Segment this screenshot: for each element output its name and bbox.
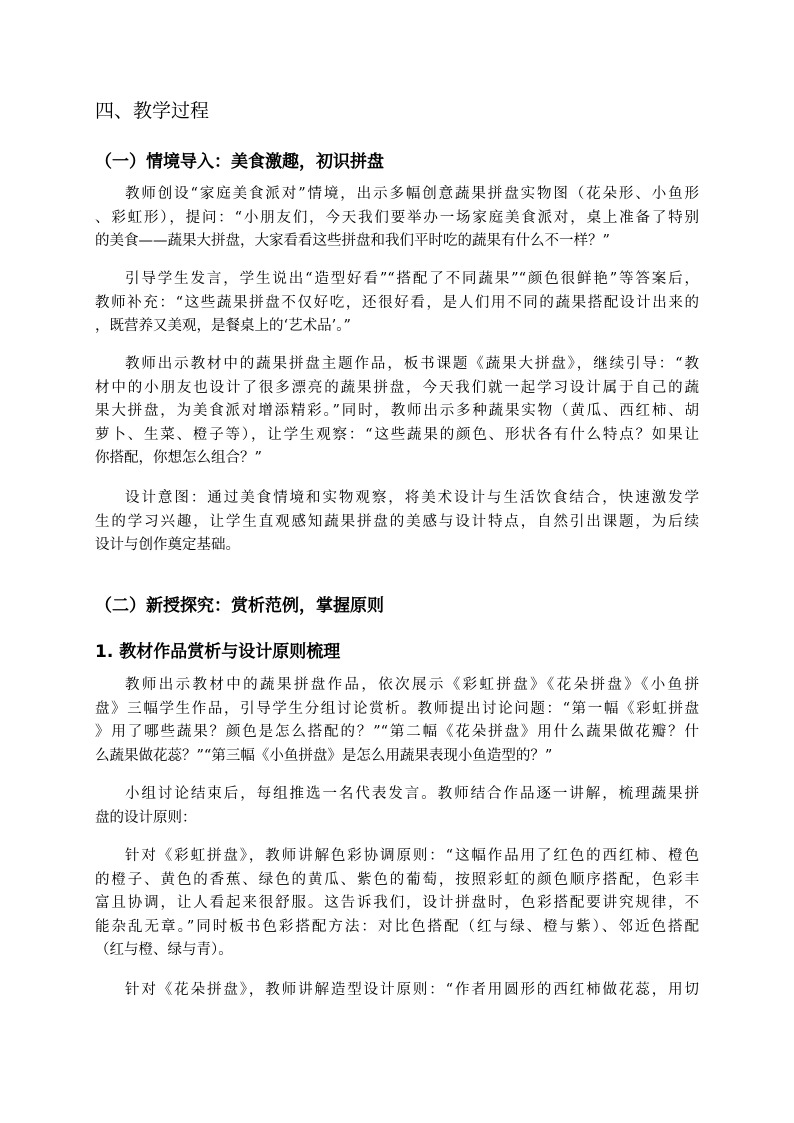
paragraph-line: 的橙子、黄色的香蕉、绿色的黄瓜、紫色的葡萄，按照彩虹的颜色顺序搭配，色彩丰 [95,871,699,888]
paragraph-line: 引导学生发言，学生说出“造型好看”“搭配了不同蔬果”“颜色很鲜艳”等答案后， [125,271,699,287]
paragraph-line: 针对《花朵拼盘》，教师讲解造型设计原则：“作者用圆形的西红柿做花蕊，用切 [125,982,699,998]
paragraph [95,674,699,768]
paragraph-line: 、彩虹形），提问：“小朋友们，今天我们要举办一场家庭美食派对，桌上准备了特别 [95,209,699,226]
paragraph-line: 教师创设“家庭美食派对”情境，出示多幅创意蔬果拼盘实物图（花朵形、小鱼形 [125,186,699,202]
paragraph-line: 盘》三幅学生作品，引导学生分组讨论赏析。教师提出讨论问题：“第一幅《彩虹拼盘 [95,700,699,717]
section-heading-teaching-process: 四、教学过程 [95,100,210,122]
paragraph-line: 富且协调，让人看起来很舒服。这告诉我们，设计拼盘时，色彩搭配要讲究规律，不 [95,895,699,911]
paragraph-line: 么蔬果做花蕊？”“第三幅《小鱼拼盘》是怎么用蔬果表现小鱼造型的？” [95,747,553,764]
paragraph [95,268,699,339]
paragraph [95,783,699,830]
paragraph-line: 能杂乱无章。”同时板书色彩搭配方法：对比色搭配（红与绿、橙与紫）、邻近色搭配 [95,918,699,935]
subsubsection-title-textbook-analysis: 1. 教材作品赏析与设计原则梳理 [95,642,341,662]
paragraph-line: 小组讨论结束后，每组推选一名代表发言。教师结合作品逐一讲解，梳理蔬果拼 [125,786,699,802]
paragraph-line: 盘的设计原则： [95,809,197,826]
paragraph-line: 教师出示教材中的蔬果拼盘主题作品，板书课题《蔬果大拼盘》，继续引导：“教 [125,356,699,372]
paragraph-line: 果大拼盘，为美食派对增添精彩。”同时，教师出示多种蔬果实物（黄瓜、西红柿、胡 [95,403,699,419]
paragraph-line: 萝卜、生菜、橙子等），让学生观察：“这些蔬果的颜色、形状各有什么特点？如果让 [95,426,699,443]
paragraph-line: 设计与创作奠定基础。 [95,537,240,553]
paragraph-line: 你搭配，你想怎么组合？” [95,450,262,466]
paragraph-line: （红与橙、绿与青）。 [95,942,233,958]
paragraph-line: ，既营养又美观，是餐桌上的‘艺术品’。” [95,318,351,334]
paragraph-line: 》用了哪些蔬果？颜色是怎么搭配的？”“第二幅《花朵拼盘》用什么蔬果做花瓣？什 [95,724,699,740]
paragraph [95,353,699,471]
paragraph-line: 设计意图：通过美食情境和实物观察，将美术设计与生活饮食结合，快速激发学 [125,490,699,506]
paragraph [95,979,699,1003]
subsection-title-new-teaching: （二）新授探究：赏析范例，掌握原则 [95,596,384,616]
subsection-title-introduction: （一）情境导入：美食激趣，初识拼盘 [95,152,384,172]
paragraph-line: 教师出示教材中的蔬果拼盘作品，依次展示《彩虹拼盘》《花朵拼盘》《小鱼拼 [125,677,699,693]
paragraph-line: 的美食——蔬果大拼盘，大家看看这些拼盘和我们平时吃的蔬果有什么不一样？” [95,233,610,249]
paragraph-line: 生的学习兴趣，让学生直观感知蔬果拼盘的美感与设计特点，自然引出课题，为后续 [95,513,699,530]
paragraph-line: 材中的小朋友也设计了很多漂亮的蔬果拼盘，今天我们就一起学习设计属于自己的蔬 [95,379,699,396]
design-intent-paragraph [95,487,699,558]
paragraph [95,183,699,254]
paragraph [95,845,699,963]
paragraph-line: 针对《彩虹拼盘》，教师讲解色彩协调原则：“这幅作品用了红色的西红柿、橙色 [125,848,699,864]
paragraph-line: 教师补充：“这些蔬果拼盘不仅好吃，还很好看，是人们用不同的蔬果搭配设计出来的 [95,294,699,311]
